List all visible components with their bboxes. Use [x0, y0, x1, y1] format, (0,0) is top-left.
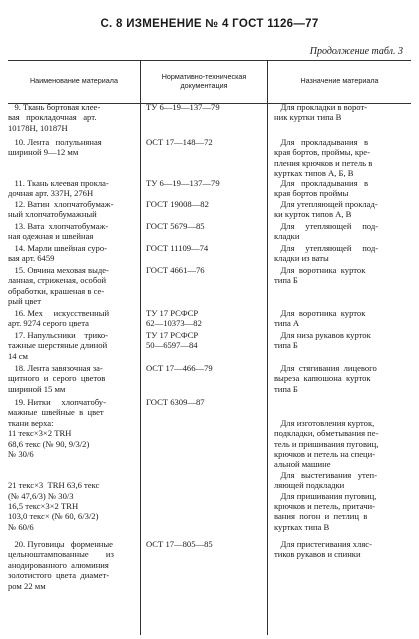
row-16-name: 16. Мех искусственный арт. 9274 серого цвета — [8, 308, 110, 329]
row-16-purpose: Для воротника курток типа А — [274, 308, 366, 329]
row-14-doc: ГОСТ 11109—74 — [146, 243, 209, 253]
row-16-doc: ТУ 17 РСФСР 62—10373—82 — [146, 308, 202, 329]
row-13-doc: ГОСТ 5679—85 — [146, 221, 205, 231]
row-18-purpose: Для стягивания лицевого выреза капюшона курток типа Б — [274, 363, 377, 394]
row-14-name: 14. Марли швейная суро- вая арт. 6459 — [8, 243, 108, 264]
row-13-name: 13. Вата хлопчатобумаж- ная одежная и швейная — [8, 221, 109, 242]
row-9-doc: ТУ 6—19—137—79 — [146, 102, 220, 112]
row-18-doc: ОСТ 17—466—79 — [146, 363, 213, 373]
row-17-purpose: Для низа рукавов курток типа Б — [274, 330, 371, 351]
row-18-name: 18. Лента завязочная за- щитного и серого цветов шириной 15 мм — [8, 363, 106, 394]
col-header-doc: Нормативно-техническая документация — [161, 71, 247, 90]
col-header-purpose: Назначение материала — [300, 76, 379, 86]
column-divider-2 — [267, 60, 268, 635]
row-11-purpose: Для прокладывания в края бортов проймы — [274, 178, 369, 199]
row-14-purpose: Для утепляющей под- кладки из ваты — [274, 243, 379, 264]
row-9-name: 9. Ткань бортовая клее- вая прокладочная арт. 10178Н, 10187Н — [8, 102, 101, 133]
row-20-name: 20. Пуговицы форменные цельноштампованные из анодированного алюминия золотистого цвета диамет- ром 22 мм — [8, 539, 114, 591]
row-15-purpose: Для воротника курток типа Б — [274, 265, 366, 286]
row-19-name: 19. Нитки хлопчатобу- мажные швейные в цвет ткани верха: 11 текс×3×2 ТRН 68,6 текс (№ 90, 9/3/2) № 30/6 21 текс×3 ТRН 63,6 текс (№ 47,6/3) № 30/3 16,5 текс×3×2 ТRН 103,0 текс× (№ 60, 6/3/2) № 60/6 — [8, 397, 106, 532]
row-12-name: 12. Ватин хлопчатобумаж- ный хлопчатобумажный — [8, 199, 114, 220]
row-11-doc: ТУ 6—19—137—79 — [146, 178, 220, 188]
row-13-purpose: Для утепляющей под- кладки — [274, 221, 379, 242]
row-10-name: 10. Лента полульняная шириной 9—12 мм — [8, 137, 102, 158]
row-10-purpose: Для прокладывания в края бортов, проймы, кре- пления крючков и петель в куртках типов А, Б, В — [274, 137, 373, 179]
row-17-doc: ТУ 17 РСФСР 50—6597—84 — [146, 330, 199, 351]
table-continuation-label: Продолжение табл. 3 — [309, 46, 403, 57]
row-20-doc: ОСТ 17—805—85 — [146, 539, 213, 549]
row-15-name: 15. Овчина меховая выде- ланная, стриженая, особой обработки, крашеная в се- рый цвет — [8, 265, 109, 307]
row-17-name: 17. Напульсники трико- тажные шерстяные длиной 14 см — [8, 330, 109, 361]
row-11-name: 11. Ткань клеевая прокла- дочная арт. 337Н, 276Н — [8, 178, 109, 199]
materials-table — [8, 60, 411, 635]
row-19-purpose: Для изготовления курток, подкладки, обметывания пе- тель и пришивания пуговиц, крючков и петель на специ- альной машине Для выстегивания утеп- ляющей подкладки Для пришивания пуговиц, крючков и петель, притачи- вания погон и петлиц в куртках типа В — [274, 417, 379, 532]
column-divider-1 — [140, 60, 141, 635]
row-19-doc: ГОСТ 6309—87 — [146, 397, 205, 407]
row-12-doc: ГОСТ 19008—82 — [146, 199, 209, 209]
row-12-purpose: Для утепляющей проклад- ки курток типов А, В — [274, 199, 378, 220]
col-header-name: Наименование материала — [29, 76, 118, 86]
row-15-doc: ГОСТ 4661—76 — [146, 265, 205, 275]
row-20-purpose: Для пристегивания хляс- тиков рукавов и спинки — [274, 539, 372, 560]
row-9-purpose: Для прокладки в ворот- ник куртки типа В — [274, 102, 368, 123]
page-header: С. 8 ИЗМЕНЕНИЕ № 4 ГОСТ 1126—77 — [100, 18, 319, 30]
row-10-doc: ОСТ 17—148—72 — [146, 137, 213, 147]
